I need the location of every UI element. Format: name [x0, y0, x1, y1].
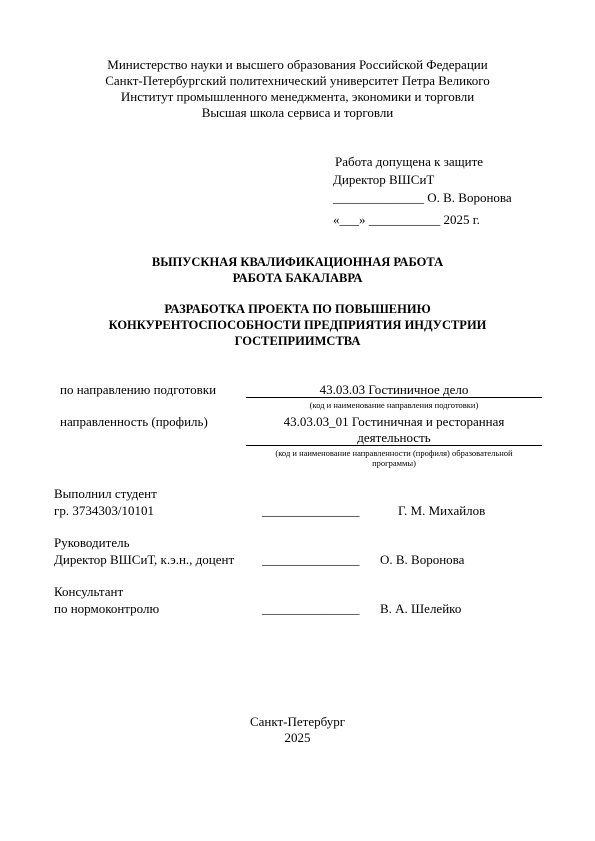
supervisor-role: Руководитель — [54, 535, 130, 550]
work-type-line-2: РАБОТА БАКАЛАВРА — [232, 271, 363, 285]
approval-date-line: «___» ___________ 2025 г. — [333, 212, 480, 227]
topic-line-1: РАЗРАБОТКА ПРОЕКТА ПО ПОВЫШЕНИЮ — [164, 302, 431, 316]
direction-caption: (код и наименование направления подготовки) — [309, 400, 479, 410]
student-role: Выполнил студент — [54, 486, 157, 501]
approval-line-1: Работа допущена к защите — [335, 154, 484, 169]
footer-city: Санкт-Петербург — [249, 714, 346, 729]
profile-caption-line-2: программы) — [372, 458, 416, 468]
profile-underline — [246, 445, 542, 446]
student-signature-line: _______________ — [262, 503, 360, 518]
approval-line-2: Директор ВШСиТ — [333, 172, 435, 187]
direction-value: 43.03.03 Гостиничное дело — [319, 382, 469, 397]
profile-value-line-2: деятельность — [357, 430, 431, 445]
institute-name: Институт промышленного менеджмента, экономики и торговли — [120, 89, 475, 104]
profile-label: направленность (профиль) — [60, 414, 208, 429]
footer-year: 2025 — [284, 730, 311, 745]
consultant-area: по нормоконтролю — [54, 601, 160, 616]
profile-value-line-1: 43.03.03_01 Гостиничная и ресторанная — [283, 414, 505, 429]
student-name: Г. М. Михайлов — [398, 503, 486, 518]
consultant-name: В. А. Шелейко — [380, 601, 462, 616]
topic-line-2: КОНКУРЕНТОСПОСОБНОСТИ ПРЕДПРИЯТИЯ ИНДУСТРИИ — [108, 318, 487, 332]
ministry-name: Министерство науки и высшего образования Российской Федерации — [107, 57, 488, 72]
direction-label: по направлению подготовки — [60, 382, 217, 397]
topic-line-3: ГОСТЕПРИИМСТВА — [234, 334, 361, 348]
approval-signature-line: ______________ О. В. Воронова — [333, 190, 512, 205]
supervisor-name: О. В. Воронова — [380, 552, 465, 567]
supervisor-position: Директор ВШСиТ, к.э.н., доцент — [54, 552, 235, 567]
supervisor-signature-line: _______________ — [262, 552, 360, 567]
consultant-role: Консультант — [54, 584, 124, 599]
profile-caption-line-1: (код и наименование направленности (профиля) образовательной — [275, 448, 513, 458]
university-name: Санкт-Петербургский политехнический университет Петра Великого — [105, 73, 490, 88]
student-group: гр. 3734303/10101 — [54, 503, 154, 518]
direction-underline — [246, 397, 542, 398]
school-name: Высшая школа сервиса и торговли — [201, 105, 394, 120]
consultant-signature-line: _______________ — [262, 601, 360, 616]
work-type-line-1: ВЫПУСКНАЯ КВАЛИФИКАЦИОННАЯ РАБОТА — [151, 255, 444, 269]
